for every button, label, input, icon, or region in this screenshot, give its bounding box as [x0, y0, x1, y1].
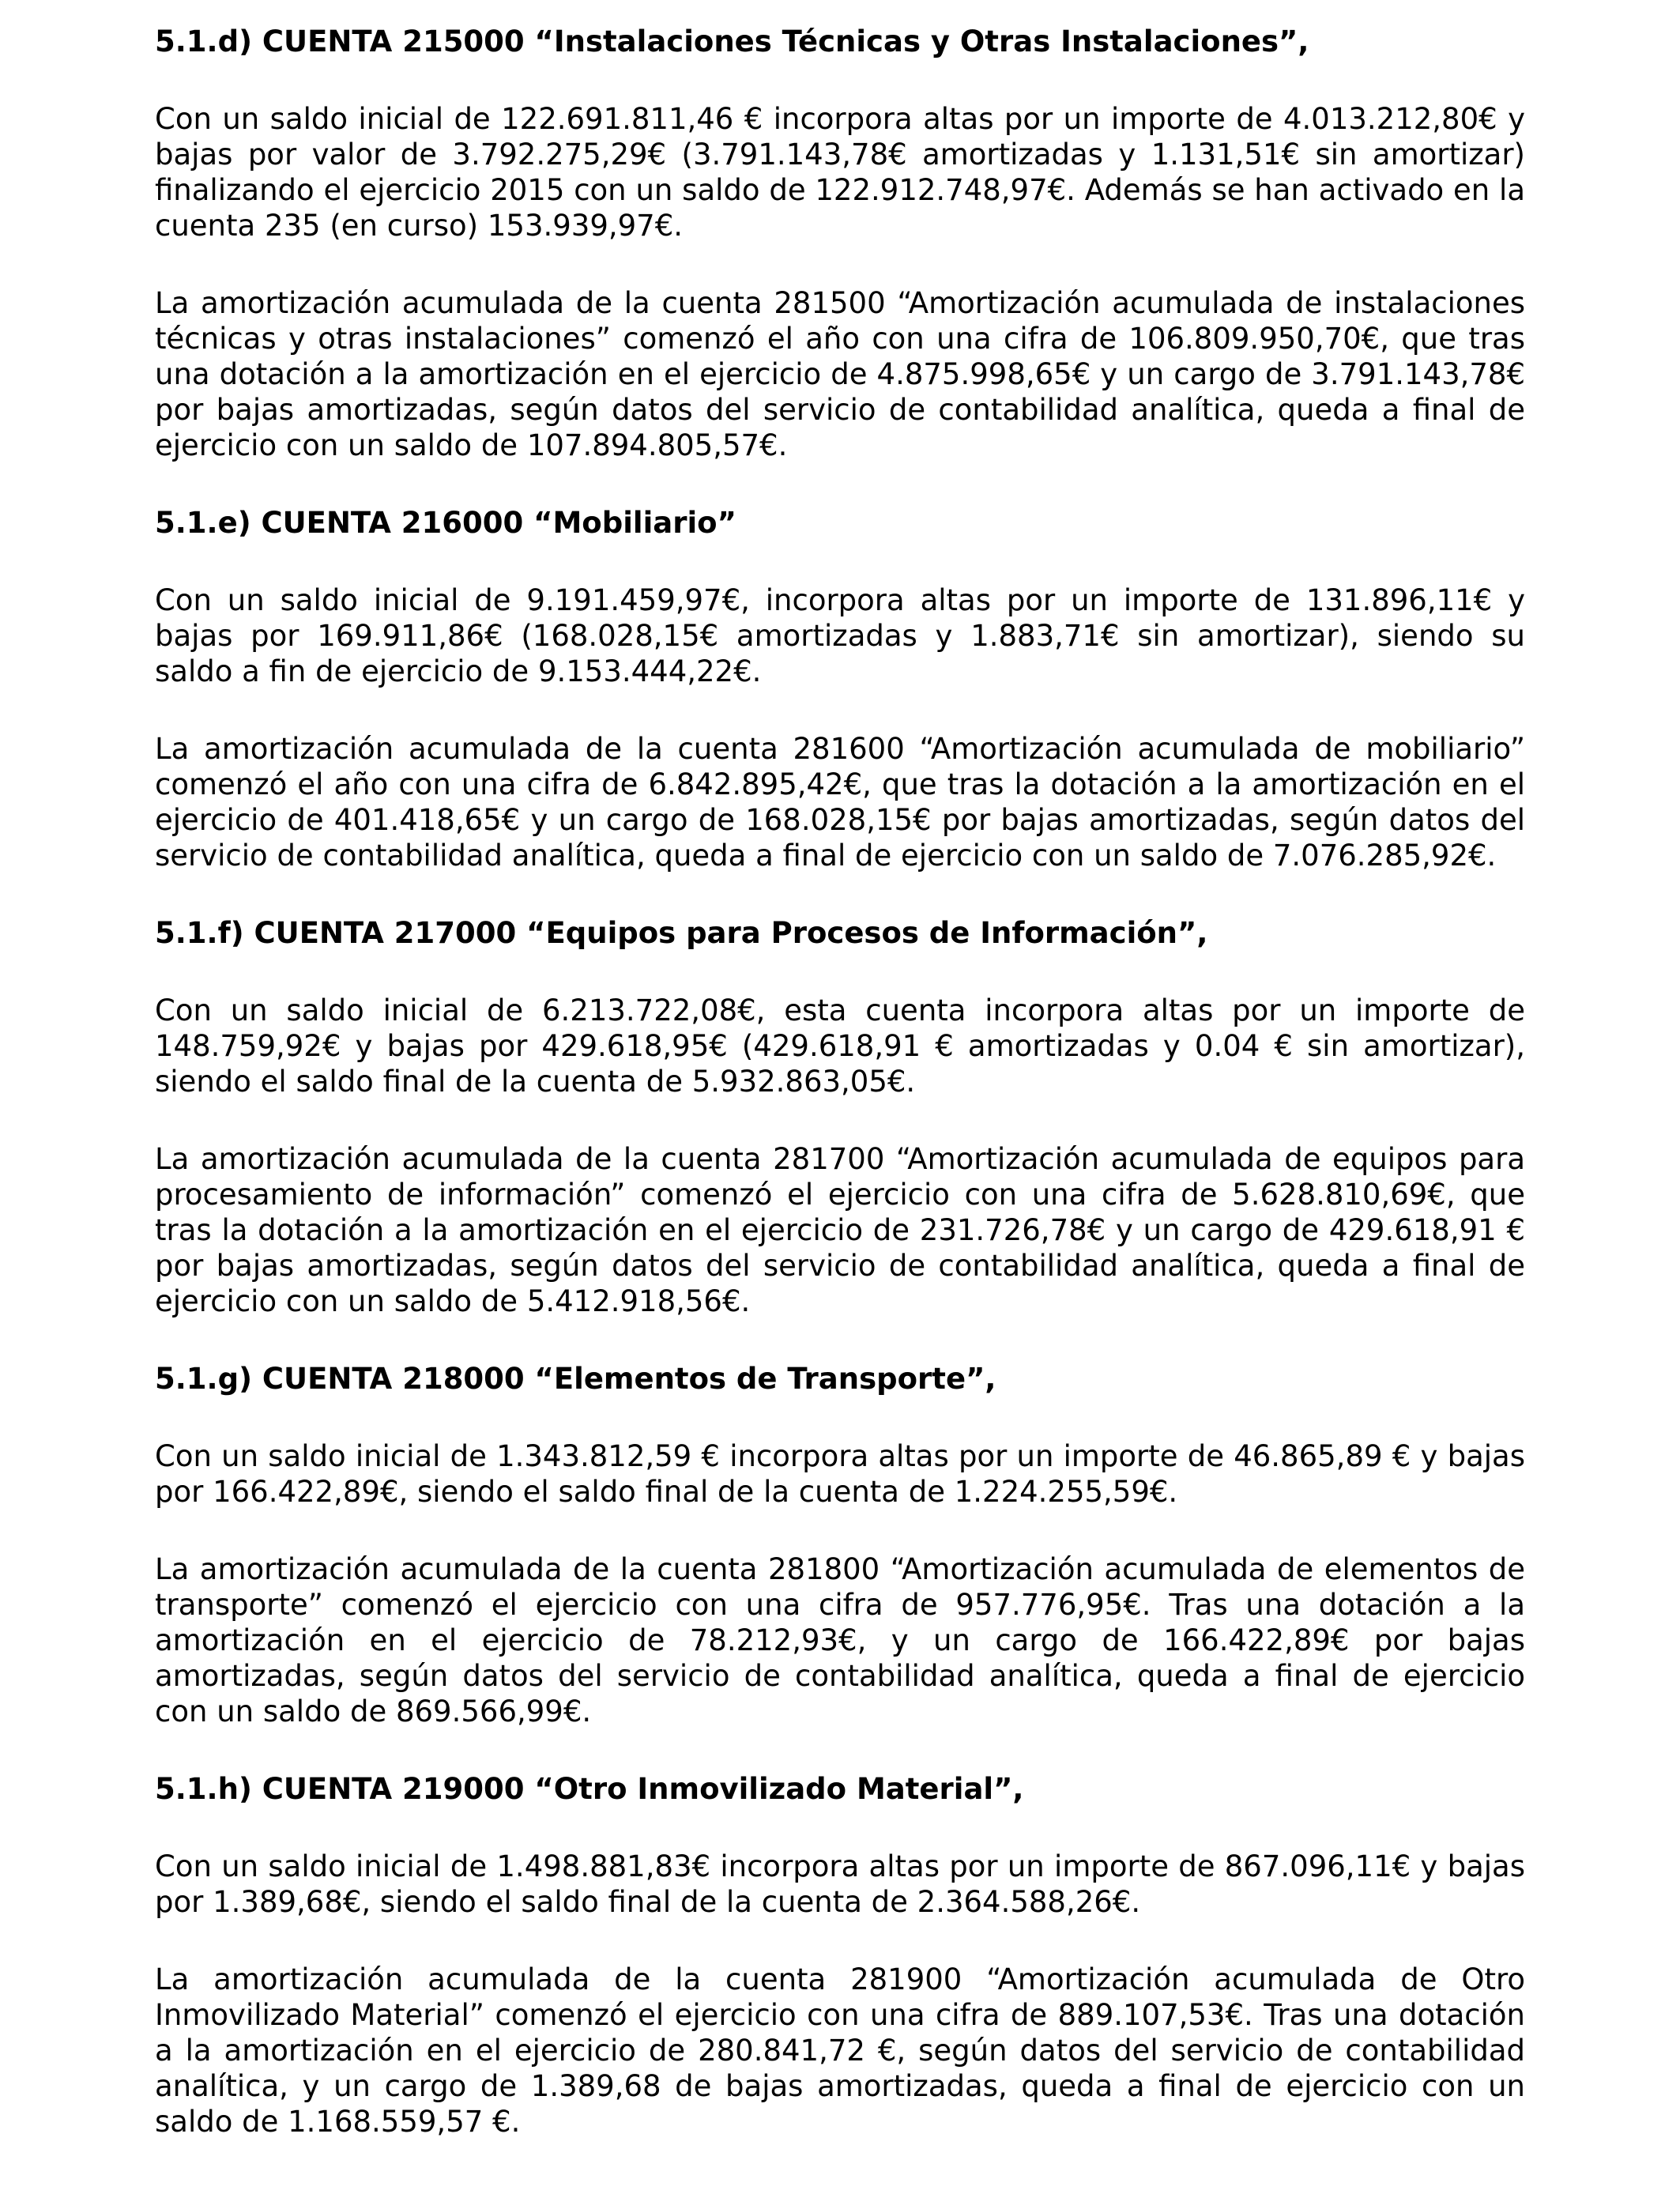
section-heading: 5.1.f) CUENTA 217000 “Equipos para Procesos de Información”, [155, 916, 1208, 950]
section-heading: 5.1.g) CUENTA 218000 “Elementos de Transporte”, [155, 1362, 996, 1396]
paragraph: Con un saldo inicial de 122.691.811,46 € incorpora altas por un importe de 4.013.212,80€ y bajas por valor de 3.792.275,29€ (3.791.143,78€ amortizadas y 1.131,51€ sin amortizar) finalizando el ejercicio 2015 con un saldo de 122.912.748,97€. Además se han activado en la cuenta 235 (en curso) 153.939,97€. [155, 102, 1525, 243]
paragraph: La amortización acumulada de la cuenta 281600 “Amortización acumulada de mobiliario” comenzó el año con una cifra de 6.842.895,42€, que tras la dotación a la amortización en el ejercicio de 401.418,65€ y un cargo de 168.028,15€ por bajas amortizadas, según datos del servicio de contabilidad analítica, queda a final de ejercicio con un saldo de 7.076.285,92€. [155, 732, 1525, 873]
section-cuenta-218000 [155, 1361, 1525, 1729]
paragraph: Con un saldo inicial de 1.343.812,59 € incorpora altas por un importe de 46.865,89 € y bajas por 166.422,89€, siendo el saldo final de la cuenta de 1.224.255,59€. [155, 1439, 1525, 1509]
paragraph: La amortización acumulada de la cuenta 281900 “Amortización acumulada de Otro Inmovilizado Material” comenzó el ejercicio con una cifra de 889.107,53€. Tras una dotación a la amortización en el ejercicio de 280.841,72 €, según datos del servicio de contabilidad analítica, y un cargo de 1.389,68 de bajas amortizadas, queda a final de ejercicio con un saldo de 1.168.559,57 €. [155, 1962, 1525, 2139]
paragraph: La amortización acumulada de la cuenta 281700 “Amortización acumulada de equipos para procesamiento de información” comenzó el ejercicio con una cifra de 5.628.810,69€, que tras la dotación a la amortización en el ejercicio de 231.726,78€ y un cargo de 429.618,91 € por bajas amortizadas, según datos del servicio de contabilidad analítica, queda a final de ejercicio con un saldo de 5.412.918,56€. [155, 1142, 1525, 1318]
paragraph: La amortización acumulada de la cuenta 281800 “Amortización acumulada de elementos de transporte” comenzó el ejercicio con una cifra de 957.776,95€. Tras una dotación a la amortización en el ejercicio de 78.212,93€, y un cargo de 166.422,89€ por bajas amortizadas, según datos del servicio de contabilidad analítica, queda a final de ejercicio con un saldo de 869.566,99€. [155, 1552, 1525, 1728]
section-heading: 5.1.h) CUENTA 219000 “Otro Inmovilizado Material”, [155, 1772, 1024, 1806]
section-cuenta-217000 [155, 915, 1525, 1319]
paragraph: Con un saldo inicial de 1.498.881,83€ incorpora altas por un importe de 867.096,11€ y bajas por 1.389,68€, siendo el saldo final de la cuenta de 2.364.588,26€. [155, 1849, 1525, 1919]
paragraph: Con un saldo inicial de 9.191.459,97€, incorpora altas por un importe de 131.896,11€ y bajas por 169.911,86€ (168.028,15€ amortizadas y 1.883,71€ sin amortizar), siendo su saldo a fin de ejercicio de 9.153.444,22€. [155, 583, 1525, 688]
section-heading: 5.1.d) CUENTA 215000 “Instalaciones Técnicas y Otras Instalaciones”, [155, 25, 1309, 58]
section-heading: 5.1.e) CUENTA 216000 “Mobiliario” [155, 506, 736, 540]
section-cuenta-215000 [155, 24, 1525, 463]
section-cuenta-216000 [155, 505, 1525, 873]
paragraph: Con un saldo inicial de 6.213.722,08€, esta cuenta incorpora altas por un importe de 148.759,92€ y bajas por 429.618,95€ (429.618,91 € amortizadas y 0.04 € sin amortizar), siendo el saldo final de la cuenta de 5.932.863,05€. [155, 993, 1525, 1099]
document-page [155, 24, 1525, 2181]
paragraph: La amortización acumulada de la cuenta 281500 “Amortización acumulada de instalaciones técnicas y otras instalaciones” comenzó el año con una cifra de 106.809.950,70€, que tras una dotación a la amortización en el ejercicio de 4.875.998,65€ y un cargo de 3.791.143,78€ por bajas amortizadas, según datos del servicio de contabilidad analítica, queda a final de ejercicio con un saldo de 107.894.805,57€. [155, 286, 1525, 462]
section-cuenta-219000 [155, 1771, 1525, 2139]
